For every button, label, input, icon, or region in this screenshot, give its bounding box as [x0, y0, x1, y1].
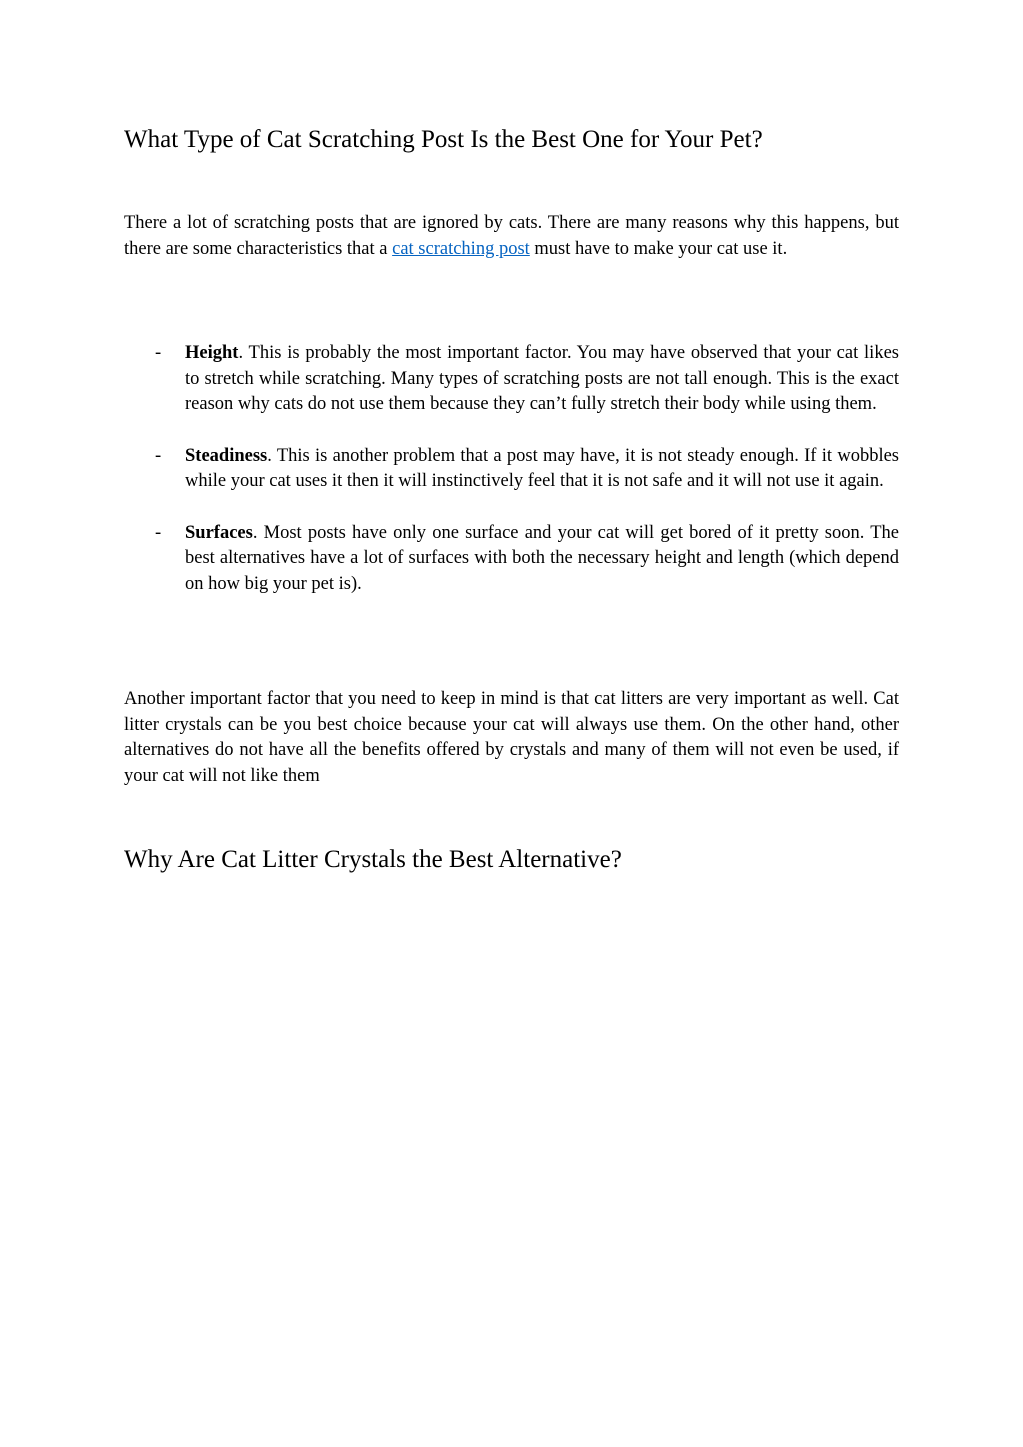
cat-scratching-post-link[interactable]: cat scratching post: [392, 238, 530, 259]
intro-text-after-link: must have to make your cat use it.: [529, 238, 788, 259]
list-item-surfaces: [124, 521, 899, 598]
list-item-steadiness: [124, 444, 899, 495]
list-item-text: . This is probably the most important factor. You may have observed that your cat likes to stretch while scratching. Many types of scratching posts are not tall enough. This is the exact reason why cats do not use them because they can’t fully stretch their body while using them.: [185, 343, 899, 415]
list-item-term: Height: [185, 343, 239, 363]
page-title: What Type of Cat Scratching Post Is the Best One for Your Pet?: [124, 126, 763, 153]
list-item-term: Steadiness: [185, 445, 268, 466]
list-marker: -: [155, 343, 162, 363]
list-item-term: Surfaces: [185, 522, 253, 543]
list-marker: -: [155, 522, 162, 543]
list-item-text: . Most posts have only one surface and your cat will get bored of it pretty soon. The best alternatives have a lot of surfaces with both the necessary height and length (which depend on how big your pet is).: [185, 522, 899, 594]
outro-paragraph: Another important factor that you need to keep in mind is that cat litters are very important as well. Cat litter crystals can be you best choice because your cat will always use them. On the other hand, other alternatives do not have all the benefits offered by crystals and many of them will not even be used, if your cat will not like them: [124, 689, 899, 787]
list-item-text: . This is another problem that a post may have, it is not steady enough. If it wobbles while your cat uses it then it will instinctively feel that it is not safe and it will not use it again.: [185, 445, 899, 492]
list-item-height: [124, 341, 899, 418]
characteristics-list: [124, 341, 899, 623]
section-heading: Why Are Cat Litter Crystals the Best Alternative?: [124, 846, 622, 873]
list-marker: -: [155, 445, 162, 466]
intro-text-before-link: There a lot of scratching posts that are ignored by cats. There are many reasons why this happens, but there are some characteristics that a: [124, 213, 899, 259]
intro-paragraph: [124, 211, 899, 262]
